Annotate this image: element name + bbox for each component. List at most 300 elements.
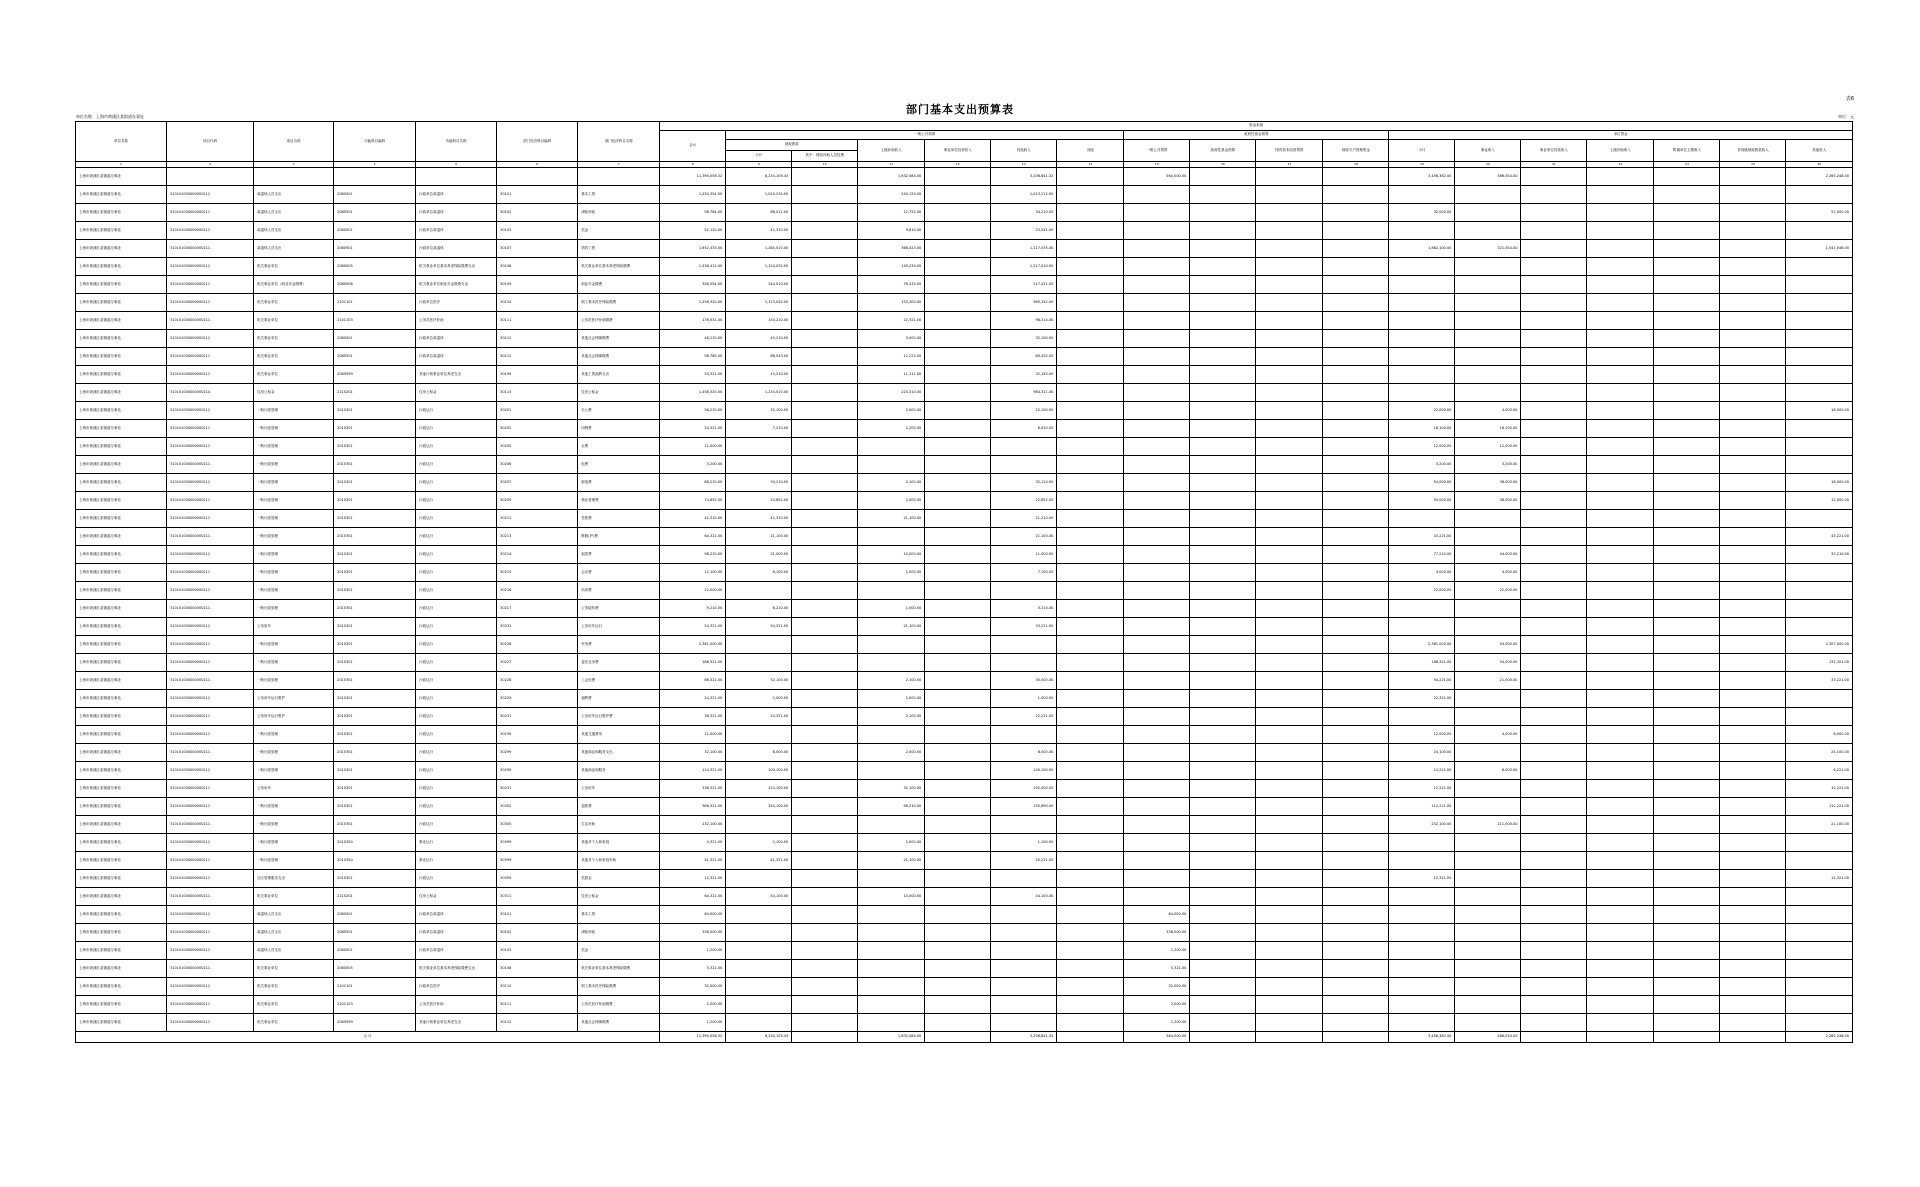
table-cell: 254,100.00 <box>726 798 792 816</box>
table-cell <box>1389 384 1455 402</box>
table-cell: 行政单位离退休 <box>416 222 497 240</box>
table-cell <box>925 1014 991 1032</box>
table-cell: 10,000.00 <box>858 888 925 906</box>
table-cell <box>858 456 925 474</box>
table-cell <box>1654 258 1720 276</box>
table-row <box>76 528 1853 546</box>
table-cell <box>1057 384 1124 402</box>
table-cell <box>1190 384 1256 402</box>
table-cell <box>1521 582 1587 600</box>
table-cell: 1,862,100.00 <box>1389 240 1455 258</box>
table-cell <box>1521 906 1587 924</box>
table-cell <box>1057 420 1124 438</box>
table-cell <box>1124 474 1190 492</box>
table-row <box>76 960 1853 978</box>
table-cell: 30299 <box>497 762 578 780</box>
table-cell <box>792 816 858 834</box>
table-cell <box>1323 312 1389 330</box>
table-cell: 其他社会保障缴费 <box>578 330 660 348</box>
table-cell: 2080599 <box>334 366 416 384</box>
table-cell: 绩效工资 <box>578 240 660 258</box>
table-cell: 310101000000000211 <box>167 708 254 726</box>
table-cell <box>792 384 858 402</box>
table-cell <box>1256 258 1323 276</box>
table-cell <box>991 636 1057 654</box>
table-cell <box>1587 438 1654 456</box>
table-cell: 上海市黄浦区某街道办事处 <box>76 294 167 312</box>
table-cell <box>1587 744 1654 762</box>
table-cell: 1,000.00 <box>858 564 925 582</box>
table-cell: 310101000000000211 <box>167 312 254 330</box>
table-cell: 30305 <box>497 816 578 834</box>
table-cell: 机关事业单位（职业年金缴费） <box>254 276 334 294</box>
table-cell <box>1720 888 1786 906</box>
table-cell <box>1124 834 1190 852</box>
table-cell <box>1521 888 1587 906</box>
table-cell <box>1256 726 1323 744</box>
table-cell <box>1256 222 1323 240</box>
table-row <box>76 996 1853 1014</box>
table-cell: 1,250,354.00 <box>660 186 726 204</box>
table-cell: 56,210.00 <box>660 402 726 420</box>
table-cell <box>1587 510 1654 528</box>
table-cell <box>1521 852 1587 870</box>
table-cell <box>1057 222 1124 240</box>
table-cell: 30215 <box>497 564 578 582</box>
table-cell <box>1323 852 1389 870</box>
table-cell: 上海市黄浦区某街道办事处 <box>76 744 167 762</box>
header-general-col: 其他 <box>1057 140 1124 162</box>
table-cell: 32,110.00 <box>991 474 1057 492</box>
table-cell <box>792 978 858 996</box>
table-cell: 水费 <box>578 438 660 456</box>
table-cell: 23,541.00 <box>991 222 1057 240</box>
table-cell <box>1323 204 1389 222</box>
table-cell: 2080599 <box>334 1014 416 1032</box>
table-cell: 上海市黄浦区某街道办事处 <box>76 402 167 420</box>
table-cell: 30113 <box>497 384 578 402</box>
table-cell: 行政运行 <box>416 474 497 492</box>
table-cell <box>1720 582 1786 600</box>
table-cell <box>726 960 792 978</box>
table-cell <box>925 420 991 438</box>
table-cell: 福利费 <box>578 690 660 708</box>
table-row <box>76 348 1853 366</box>
table-cell: 30211 <box>497 510 578 528</box>
table-cell: 310101000000000211 <box>167 726 254 744</box>
table-cell: 1,284,010.00 <box>726 240 792 258</box>
table-cell: 一般行政管理 <box>254 834 334 852</box>
table-cell <box>1256 582 1323 600</box>
table-cell <box>1786 690 1853 708</box>
table-cell <box>1720 456 1786 474</box>
table-cell <box>726 636 792 654</box>
table-cell: 2,100.00 <box>858 708 925 726</box>
table-cell <box>925 204 991 222</box>
table-cell: 1,000.00 <box>991 690 1057 708</box>
table-cell <box>1389 312 1455 330</box>
table-cell <box>792 240 858 258</box>
table-cell <box>1521 258 1587 276</box>
table-cell: 机关事业单位 <box>254 258 334 276</box>
table-cell <box>1389 186 1455 204</box>
table-cell <box>1587 798 1654 816</box>
table-cell <box>1786 942 1853 960</box>
table-cell <box>792 330 858 348</box>
table-cell: 2010301 <box>334 456 416 474</box>
table-cell <box>1521 186 1587 204</box>
table-cell <box>925 474 991 492</box>
table-cell <box>1720 816 1786 834</box>
table-cell <box>925 978 991 996</box>
table-cell: 21,100.00 <box>858 510 925 528</box>
table-cell: 1,458,320.00 <box>660 384 726 402</box>
table-cell <box>1256 330 1323 348</box>
table-cell: 30112 <box>497 1014 578 1032</box>
column-number: 4 <box>334 162 416 168</box>
table-cell: 30199 <box>497 366 578 384</box>
table-row <box>76 816 1853 834</box>
table-cell: 机关事业单位 <box>254 960 334 978</box>
table-cell: 186,321.00 <box>660 654 726 672</box>
table-cell <box>1786 294 1853 312</box>
table-cell <box>1124 402 1190 420</box>
table-cell <box>1587 564 1654 582</box>
table-cell: 上海市黄浦区某街道办事处 <box>76 348 167 366</box>
table-cell <box>1323 618 1389 636</box>
table-cell <box>1455 528 1521 546</box>
total-cell: 11,390,056.32 <box>660 1032 726 1043</box>
table-cell: 310101000000000211 <box>167 492 254 510</box>
table-cell <box>1720 186 1786 204</box>
table-cell: 30226 <box>497 636 578 654</box>
table-cell <box>1256 816 1323 834</box>
table-cell: 行政运行 <box>416 636 497 654</box>
table-cell: 86,321.00 <box>660 672 726 690</box>
table-cell <box>1654 726 1720 744</box>
table-cell: 310101000000000211 <box>167 348 254 366</box>
table-cell: 32,100.00 <box>858 780 925 798</box>
table-cell: 30103 <box>497 222 578 240</box>
table-cell <box>925 798 991 816</box>
table-cell <box>792 960 858 978</box>
table-cell <box>1256 780 1323 798</box>
table-cell <box>1521 870 1587 888</box>
table-cell <box>1389 276 1455 294</box>
table-cell: 22,000.00 <box>1389 582 1455 600</box>
table-row <box>76 744 1853 762</box>
table-cell <box>1256 186 1323 204</box>
table-cell: 98,214.00 <box>991 312 1057 330</box>
table-row <box>76 240 1853 258</box>
table-cell: 224,100.00 <box>726 780 792 798</box>
table-cell: 机关事业单位基本养老保险缴费支出 <box>416 960 497 978</box>
table-cell: 一般行政管理 <box>254 492 334 510</box>
table-cell: 行政单位离退休 <box>416 186 497 204</box>
table-cell <box>1587 204 1654 222</box>
table-cell <box>1124 654 1190 672</box>
table-cell: 24,100.00 <box>1786 744 1853 762</box>
table-cell <box>925 924 991 942</box>
table-cell <box>1455 186 1521 204</box>
table-cell <box>1786 708 1853 726</box>
table-cell <box>1521 834 1587 852</box>
table-cell: 6,010.00 <box>991 420 1057 438</box>
column-number: 14 <box>1057 162 1124 168</box>
table-cell <box>1720 510 1786 528</box>
table-cell <box>1256 798 1323 816</box>
table-cell: 100,100.00 <box>726 762 792 780</box>
table-cell: 11,390,056.32 <box>660 168 726 186</box>
table-cell <box>1057 654 1124 672</box>
page-title: 部门基本支出预算表 <box>906 103 1014 116</box>
table-cell <box>1057 960 1124 978</box>
table-cell <box>1057 168 1124 186</box>
table-cell: 行政运行 <box>416 798 497 816</box>
table-cell: 1,123,020.00 <box>726 294 792 312</box>
table-cell: 310101000000000211 <box>167 258 254 276</box>
header-general-col: 事业单位经营收入 <box>925 140 991 162</box>
table-cell: 1,013,212.00 <box>991 186 1057 204</box>
table-row <box>76 474 1853 492</box>
table-cell <box>1786 510 1853 528</box>
table-cell: 6,210.00 <box>726 600 792 618</box>
table-cell <box>1256 312 1323 330</box>
table-cell <box>1587 1014 1654 1032</box>
table-cell <box>792 186 858 204</box>
table-cell <box>991 924 1057 942</box>
column-number: 24 <box>1720 162 1786 168</box>
header-self-col: 事业单位经营收入 <box>1521 140 1587 162</box>
table-cell <box>1057 636 1124 654</box>
table-cell <box>1654 960 1720 978</box>
table-cell <box>1323 636 1389 654</box>
table-cell <box>1190 654 1256 672</box>
table-cell <box>1057 330 1124 348</box>
table-cell: 256,000.00 <box>660 924 726 942</box>
table-cell <box>1521 528 1587 546</box>
table-cell: 一般行政管理 <box>254 636 334 654</box>
table-cell: 310101000000000211 <box>167 546 254 564</box>
table-cell <box>1654 654 1720 672</box>
table-cell <box>1720 654 1786 672</box>
table-cell: 上海市黄浦区某街道办事处 <box>76 276 167 294</box>
table-cell: 1,200.00 <box>660 942 726 960</box>
table-cell <box>1256 204 1323 222</box>
table-cell: 上海市黄浦区某街道办事处 <box>76 690 167 708</box>
table-cell <box>1323 780 1389 798</box>
table-cell: 22,652.00 <box>991 492 1057 510</box>
table-cell: 7,100.00 <box>991 564 1057 582</box>
table-cell <box>1124 528 1190 546</box>
table-cell <box>792 420 858 438</box>
table-cell <box>1389 618 1455 636</box>
table-cell <box>792 546 858 564</box>
table-cell: 物业管理费 <box>578 492 660 510</box>
table-cell: 2210201 <box>334 888 416 906</box>
table-cell: 其他行政事业单位养老支出 <box>416 1014 497 1032</box>
table-cell <box>1057 510 1124 528</box>
table-cell <box>1057 852 1124 870</box>
table-cell: 1,541,046.00 <box>1786 240 1853 258</box>
table-cell <box>1455 618 1521 636</box>
table-cell <box>1389 834 1455 852</box>
table-cell: 上海市黄浦区某街道办事处 <box>76 888 167 906</box>
table-cell <box>858 438 925 456</box>
table-cell <box>1057 942 1124 960</box>
table-cell: 行政运行 <box>416 528 497 546</box>
table-cell: 2010301 <box>334 420 416 438</box>
column-number: 17 <box>1256 162 1323 168</box>
table-cell: 22,321.00 <box>858 312 925 330</box>
table-cell: 3,456,382.00 <box>1389 168 1455 186</box>
table-cell: 5,210.00 <box>991 600 1057 618</box>
table-cell <box>1256 960 1323 978</box>
table-cell: 上海市黄浦区某街道办事处 <box>76 474 167 492</box>
table-cell <box>792 906 858 924</box>
table-cell: 其他社会保障缴费 <box>578 348 660 366</box>
total-cell <box>1720 1032 1786 1043</box>
total-cell <box>1323 1032 1389 1043</box>
table-cell <box>1654 780 1720 798</box>
table-cell: 321,054.00 <box>1455 240 1521 258</box>
table-cell <box>1057 744 1124 762</box>
table-cell <box>991 582 1057 600</box>
table-cell: 30103 <box>497 942 578 960</box>
table-cell <box>1720 744 1786 762</box>
table-cell <box>792 726 858 744</box>
table-cell <box>1057 618 1124 636</box>
table-cell <box>1190 168 1256 186</box>
table-cell <box>858 870 925 888</box>
table-cell: 行政单位医疗 <box>416 978 497 996</box>
table-row <box>76 798 1853 816</box>
table-cell <box>1587 294 1654 312</box>
table-cell <box>1190 834 1256 852</box>
table-cell <box>1323 456 1389 474</box>
table-cell <box>1124 726 1190 744</box>
table-cell: 310101000000000211 <box>167 906 254 924</box>
table-cell: 2080501 <box>334 348 416 366</box>
table-cell <box>1720 726 1786 744</box>
table-cell <box>1587 690 1654 708</box>
table-cell: 32,145.00 <box>991 366 1057 384</box>
table-cell: 44,100.00 <box>991 888 1057 906</box>
table-cell: 98,210.00 <box>858 798 925 816</box>
column-number: 21 <box>1521 162 1587 168</box>
table-cell <box>1190 420 1256 438</box>
table-cell <box>1521 960 1587 978</box>
table-cell <box>1455 276 1521 294</box>
table-cell <box>1786 1014 1853 1032</box>
table-cell <box>1190 978 1256 996</box>
table-cell: 24,321.00 <box>726 708 792 726</box>
table-cell <box>1720 780 1786 798</box>
table-cell <box>1786 276 1853 294</box>
table-cell: 12,000.00 <box>660 438 726 456</box>
table-cell <box>1654 168 1720 186</box>
header-gov-fund: 政府性基金预算 <box>1124 131 1389 140</box>
table-cell: 行政运行 <box>416 690 497 708</box>
table-cell: 上海市黄浦区某街道办事处 <box>76 564 167 582</box>
table-cell <box>1190 600 1256 618</box>
table-cell: 行政单位离退休 <box>416 924 497 942</box>
table-cell: 公务员医疗补助 <box>416 312 497 330</box>
table-cell <box>1455 870 1521 888</box>
table-cell: 30231 <box>497 708 578 726</box>
table-cell <box>1587 384 1654 402</box>
table-cell: 行政运行 <box>416 870 497 888</box>
table-cell: 其他商品和服务 <box>578 762 660 780</box>
table-cell: 30302 <box>497 798 578 816</box>
table-cell: 30202 <box>497 420 578 438</box>
table-cell: 310101000000000211 <box>167 960 254 978</box>
table-cell: 工会经费 <box>578 672 660 690</box>
table-cell: 310101000000000211 <box>167 402 254 420</box>
table-cell <box>1786 888 1853 906</box>
table-cell <box>792 474 858 492</box>
table-cell <box>1521 654 1587 672</box>
table-cell <box>1587 762 1654 780</box>
table-cell: 公务用车运行维护 <box>254 690 334 708</box>
table-cell: 244,010.00 <box>726 276 792 294</box>
table-cell: 310101000000000211 <box>167 690 254 708</box>
table-cell <box>925 960 991 978</box>
table-cell <box>1124 564 1190 582</box>
table-cell: 3,200.00 <box>1389 456 1455 474</box>
table-cell <box>1389 708 1455 726</box>
table-cell <box>1323 348 1389 366</box>
table-cell <box>1654 294 1720 312</box>
table-cell <box>1786 456 1853 474</box>
table-cell <box>1190 366 1256 384</box>
header-self-col: 其他收入 <box>1786 140 1853 162</box>
table-cell: 公务员医疗补助缴费 <box>578 312 660 330</box>
table-cell: 21,210.00 <box>991 510 1057 528</box>
table-cell <box>991 960 1057 978</box>
table-cell: 1,000.00 <box>858 834 925 852</box>
table-cell <box>1587 168 1654 186</box>
total-cell <box>1654 1032 1720 1043</box>
table-cell <box>1521 672 1587 690</box>
table-cell: 310101000000000211 <box>167 564 254 582</box>
table-cell <box>1654 330 1720 348</box>
table-cell <box>1124 366 1190 384</box>
table-cell <box>1057 924 1124 942</box>
table-cell <box>1190 186 1256 204</box>
table-cell <box>1124 438 1190 456</box>
total-cell: 1,632,084.00 <box>858 1032 925 1043</box>
table-cell <box>1587 222 1654 240</box>
table-cell <box>1124 510 1190 528</box>
table-cell <box>1720 168 1786 186</box>
table-cell: 30399 <box>497 834 578 852</box>
table-cell: 310101000000000211 <box>167 672 254 690</box>
table-cell: 2,100.00 <box>858 672 925 690</box>
table-cell <box>1720 438 1786 456</box>
table-cell: 6,000.00 <box>991 744 1057 762</box>
table-cell: 上海市黄浦区某街道办事处 <box>76 582 167 600</box>
table-cell <box>726 996 792 1014</box>
table-cell: 4,000.00 <box>1455 564 1521 582</box>
table-cell <box>1654 204 1720 222</box>
table-cell: 310101000000000211 <box>167 852 254 870</box>
table-cell <box>925 600 991 618</box>
table-cell: 事业运行 <box>416 834 497 852</box>
table-cell: 2080505 <box>334 258 416 276</box>
table-cell <box>1057 978 1124 996</box>
table-cell <box>1720 366 1786 384</box>
